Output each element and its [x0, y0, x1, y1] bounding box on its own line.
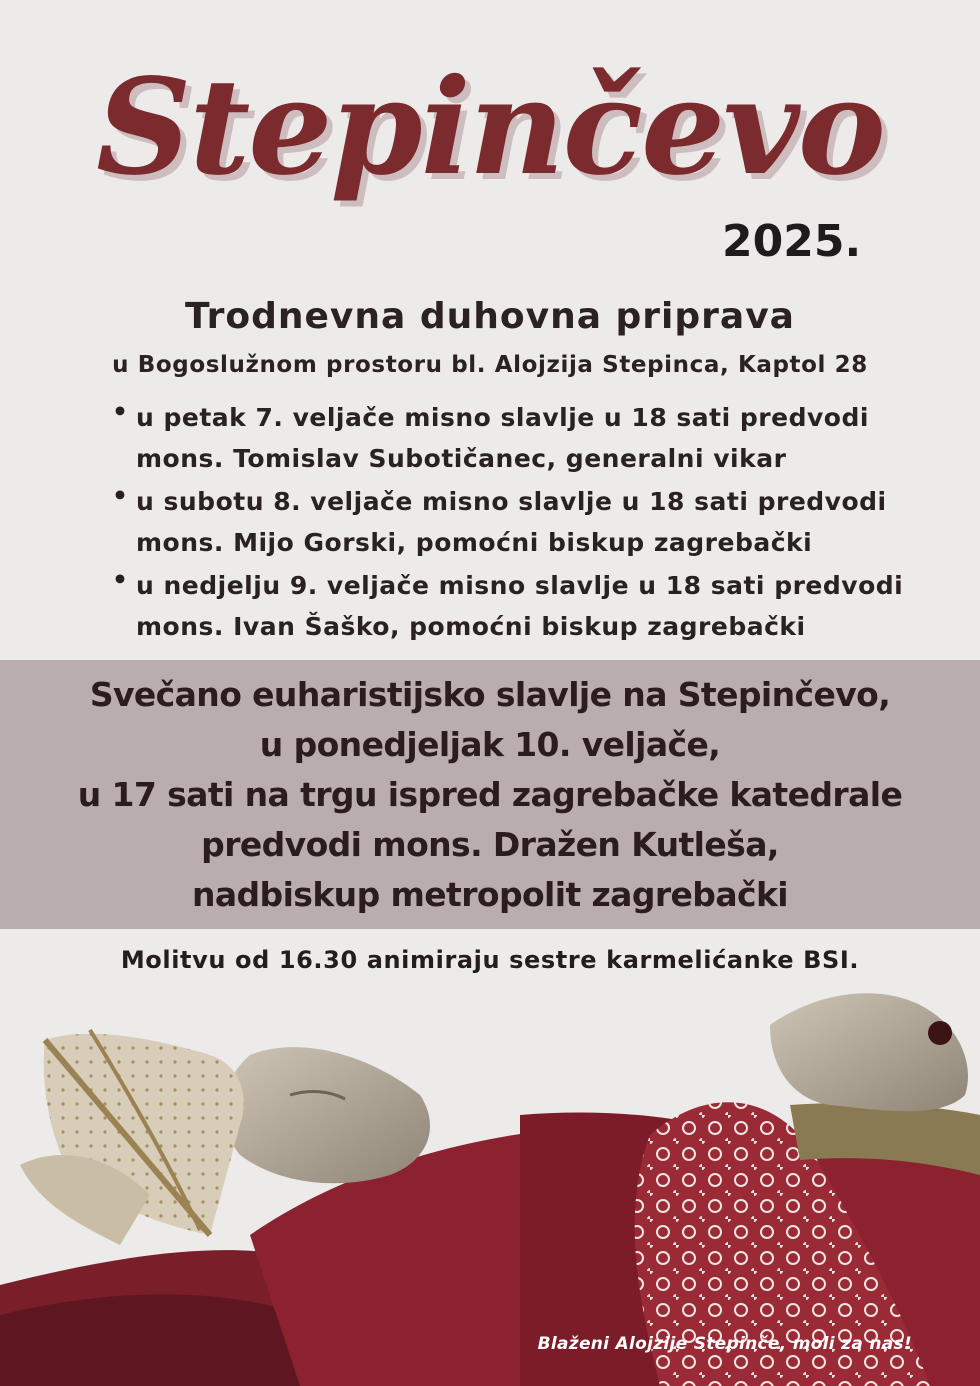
event-line: u petak 7. veljače misno slavlje u 18 sati predvodi [136, 403, 869, 432]
event-line: mons. Ivan Šaško, pomoćni biskup zagrebački [136, 612, 806, 641]
feast-announcement [0, 670, 980, 920]
event-line: mons. Mijo Gorski, pomoćni biskup zagrebački [136, 528, 813, 557]
feast-line: predvodi mons. Dražen Kutleša, [201, 825, 779, 864]
event-line: u nedjelju 9. veljače misno slavlje u 18 sati predvodi [136, 571, 904, 600]
feast-line: u ponedjeljak 10. veljače, [259, 725, 721, 764]
bullet-icon: • [112, 481, 128, 510]
year-label: 2025. [722, 216, 862, 267]
location-line: u Bogoslužnom prostoru bl. Alojzija Stepinca, Kaptol 28 [112, 352, 868, 378]
event-item-friday [110, 397, 930, 479]
bullet-icon: • [112, 565, 128, 594]
bullet-icon: • [112, 397, 128, 426]
event-line: mons. Tomislav Subotičanec, generalni vikar [136, 444, 787, 473]
relic-image [0, 985, 980, 1386]
feast-line: u 17 sati na trgu ispred zagrebačke katedrale [77, 775, 903, 814]
feast-line: Svečano euharistijsko slavlje na Stepinčevo, [89, 675, 891, 714]
event-item-sunday [110, 565, 930, 647]
feast-line: nadbiskup metropolit zagrebački [191, 875, 789, 914]
event-line: u subotu 8. veljače misno slavlje u 18 sati predvodi [136, 487, 887, 516]
prayer-note: Molitvu od 16.30 animiraju sestre karmelićanke BSI. [120, 946, 860, 974]
event-list [110, 397, 930, 649]
event-item-saturday [110, 481, 930, 563]
page-title: Stepinčevo [96, 50, 884, 205]
subtitle: Trodnevna duhovna priprava [185, 296, 795, 337]
photo-caption: Blaženi Alojzije Stepinče, moli za nas! [537, 1334, 912, 1354]
